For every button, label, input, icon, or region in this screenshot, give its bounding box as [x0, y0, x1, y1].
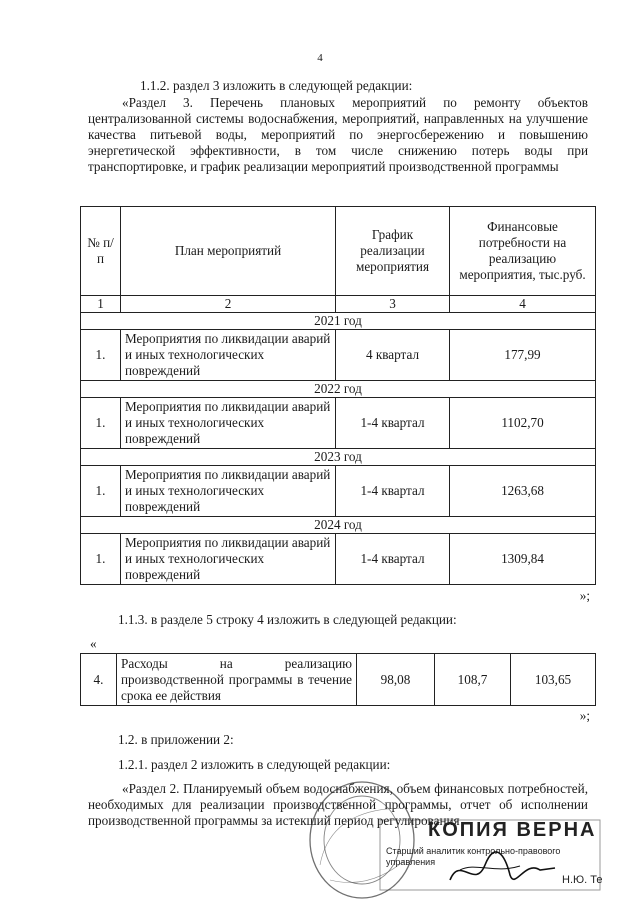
table-header-row — [81, 207, 596, 296]
table-row — [81, 466, 596, 517]
row-num: 1. — [81, 330, 121, 381]
year-row — [81, 517, 596, 534]
header-plan: План мероприятий — [121, 207, 336, 296]
table-row — [81, 398, 596, 449]
table-row — [81, 534, 596, 585]
row-plan: Мероприятия по ликвидации аварий и иных технологических повреждений — [121, 330, 336, 381]
row-schedule: 1-4 квартал — [336, 534, 450, 585]
stamp-title: КОПИЯ ВЕРНА — [428, 819, 597, 841]
year-label: 2021 год — [81, 313, 596, 330]
item-1-1-2: 1.1.2. раздел 3 изложить в следующей редакции: — [140, 78, 413, 93]
row-cost: 1309,84 — [450, 534, 596, 585]
certification-stamp — [300, 770, 610, 900]
row-plan: Мероприятия по ликвидации аварий и иных технологических повреждений — [121, 534, 336, 585]
row-cost: 1102,70 — [450, 398, 596, 449]
table-row — [81, 330, 596, 381]
row-value: 108,7 — [435, 654, 511, 706]
row-schedule: 1-4 квартал — [336, 398, 450, 449]
section2-intro: «Раздел 2. Планируемый объем водоснабжения, объем финансовых потребностей, необходимых для реализации производственной программы, отчет об исполнении производственной программы за истекший период регулирования — [88, 781, 588, 828]
row-cost: 1263,68 — [450, 466, 596, 517]
column-numbers-row — [81, 296, 596, 313]
item-1-2: 1.2. в приложении 2: — [118, 732, 234, 747]
row-label: Расходы на реализацию производственной программы в течение срока ее действия — [117, 654, 357, 706]
header-schedule: График реализации мероприятия — [336, 207, 450, 296]
plan-table — [80, 206, 596, 585]
row-num: 4. — [81, 654, 117, 706]
year-label: 2022 год — [81, 381, 596, 398]
header-num: № п/п — [81, 207, 121, 296]
table-row — [81, 654, 596, 706]
row-value: 98,08 — [357, 654, 435, 706]
close-quote-2: »; — [579, 708, 590, 723]
col-number: 2 — [121, 296, 336, 313]
row-schedule: 4 квартал — [336, 330, 450, 381]
row-schedule: 1-4 квартал — [336, 466, 450, 517]
header-cost: Финансовые потребности на реализацию мероприятия, тыс.руб. — [450, 207, 596, 296]
item-1-2-1: 1.2.1. раздел 2 изложить в следующей редакции: — [118, 757, 391, 772]
row-plan: Мероприятия по ликвидации аварий и иных технологических повреждений — [121, 466, 336, 517]
row-num: 1. — [81, 534, 121, 585]
year-row — [81, 381, 596, 398]
row-num: 1. — [81, 466, 121, 517]
stamp-position: Старший аналитик контрольно-правового управления — [386, 846, 561, 867]
col-number: 3 — [336, 296, 450, 313]
col-number: 1 — [81, 296, 121, 313]
row-num: 1. — [81, 398, 121, 449]
year-row — [81, 313, 596, 330]
stamp-name: Н.Ю. Те — [562, 874, 603, 886]
col-number: 4 — [450, 296, 596, 313]
open-quote: « — [90, 636, 97, 651]
year-label: 2024 год — [81, 517, 596, 534]
close-quote-1: »; — [579, 588, 590, 603]
year-label: 2023 год — [81, 449, 596, 466]
row-plan: Мероприятия по ликвидации аварий и иных технологических повреждений — [121, 398, 336, 449]
section3-intro: «Раздел 3. Перечень плановых мероприятий по ремонту объектов централизованной системы водоснабжения, мероприятий, направленных на улучшение качества питьевой воды, мероприятий по энергосбережению и повышению энергетической эффективности, в том числе снижению потерь воды при транспортировке, и график реализации мероприятий производственной программы — [88, 95, 588, 174]
year-row — [81, 449, 596, 466]
row-cost: 177,99 — [450, 330, 596, 381]
item-1-1-3: 1.1.3. в разделе 5 строку 4 изложить в следующей редакции: — [118, 612, 457, 627]
row-value: 103,65 — [511, 654, 596, 706]
page-number: 4 — [317, 52, 323, 64]
section5-table — [80, 653, 596, 706]
